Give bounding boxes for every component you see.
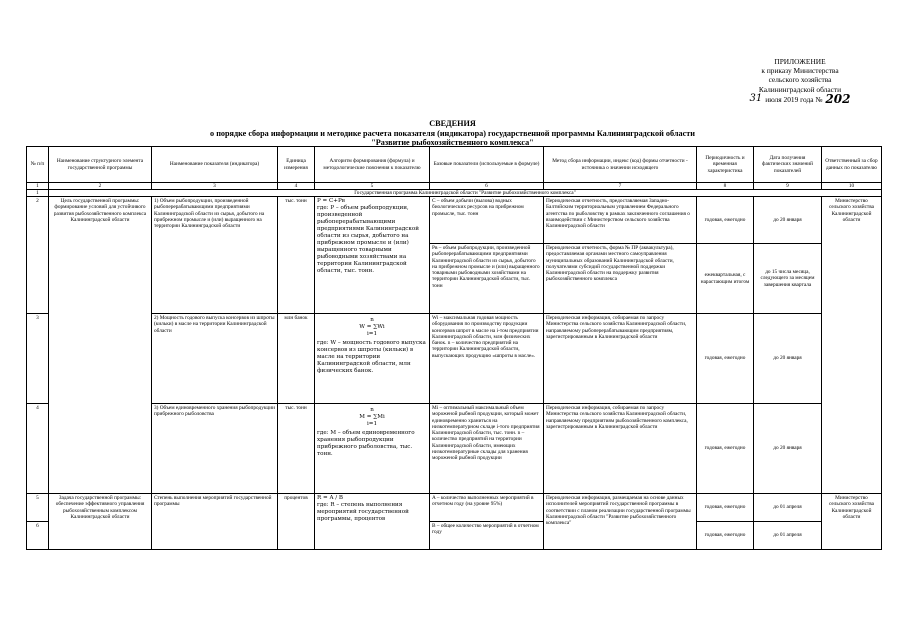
title-line-2: о порядке сбора информации и методике расчета показателя (индикатора) государственной программы Калининградской области — [210, 128, 695, 138]
unit: тыс. тонн — [278, 404, 315, 494]
base-indicator: Mi – оптимальный максимальный объем мороженой рыбной продукции, который может единовременно храниться на низкотемпературном складе i-того предприятия Калининградской области, тыс. тонн. n – количество предприятий на территории Калининградской области, имеющих низкотемпературные склады для хранения мороженой рыбной продукции — [430, 404, 544, 494]
structural-element: Задача государственной программы: обеспечение эффективного управления рыбохозяйственным комплексом Калининградской области — [49, 494, 152, 550]
responsible: Министерство сельского хозяйства Калининградской области — [822, 197, 882, 494]
column-number: 10 — [822, 183, 882, 190]
collection-method: Периодическая отчетность, форма № ПР (аквакультура), предоставляемая органами местного самоуправления муниципальных образований Калининградской области, получателями субсидий государственной поддержки Калининградской области на поддержку развития рыбохозяйственного комплекса — [544, 244, 697, 314]
collection-method: Периодическая информация, собираемая по запросу Министерства сельского хозяйства Калининградской области, направляемому рыбоперерабатывающим предприятиям, зарегистрированным в Калининградской области — [544, 314, 697, 404]
header-cell: Периодичность и временная характеристика — [697, 147, 754, 183]
formula: P = C+Pв — [317, 198, 345, 204]
section-title: Государственная программа Калининградской области "Развитие рыбохозяйственного комплекса" — [49, 190, 882, 197]
formula-cell — [315, 404, 430, 494]
date-received: до 01 апреля — [754, 522, 822, 550]
column-number: 8 — [697, 183, 754, 190]
header-cell: Метод сбора информации, индекс (код) формы отчетности - источника о значении исходящего — [544, 147, 697, 183]
date-received: до 20 января — [754, 197, 822, 244]
document-title — [0, 119, 905, 148]
date-received: до 01 апреля — [754, 494, 822, 522]
formula-cell — [315, 197, 430, 314]
formula: R = A / B — [317, 495, 344, 501]
row-number: 3 — [27, 314, 49, 404]
appendix-line: сельского хозяйства — [768, 75, 832, 85]
responsible: Министерство сельского хозяйства Калининградской области — [822, 494, 882, 550]
formula-upper-limit: n — [370, 407, 374, 413]
formula-cell — [315, 494, 430, 550]
unit: процентов — [278, 494, 315, 550]
indicator-name: Степень выполнения мероприятий государственной программы — [152, 494, 278, 550]
handwritten-order-number: 202 — [825, 91, 851, 106]
periodicity: ежеквартальная, с нарастающим итогом — [697, 244, 754, 314]
column-number: 7 — [544, 183, 697, 190]
order-date-text: июля 2019 года № — [765, 94, 823, 104]
order-date-line — [735, 91, 865, 106]
periodicity: годовая, ежегодно — [697, 197, 754, 244]
table-row — [27, 197, 882, 244]
indicator-name: 1) Объем рыбопродукции, произведенной рыбоперерабатывающими предприятиями Калининградской области из сырья, добытого на прибрежном промысле и (или) выращенного на территории Калининградской области — [152, 197, 278, 314]
row-number: 2 — [27, 197, 49, 314]
formula-description: где: M – объем единовременного хранения рыбопродукции прибрежного рыболовства, тыс. тонн. — [317, 430, 415, 457]
table-row — [27, 494, 882, 522]
date-received: до 15 числа месяца, следующего за месяцем завершения квартала — [754, 244, 822, 314]
row-number: 4 — [27, 404, 49, 494]
row-number: 5 — [27, 494, 49, 522]
table-row — [27, 314, 882, 404]
column-number: 2 — [49, 183, 152, 190]
handwritten-day: 31 — [749, 92, 763, 104]
formula — [317, 407, 427, 428]
appendix-line: Калининградской области — [758, 84, 842, 94]
date-received: до 20 января — [754, 404, 822, 494]
header-cell: Наименование структурного элемента государственной программы — [49, 147, 152, 183]
title-line-3: "Развитие рыбохозяйственного комплекса" — [371, 138, 534, 148]
indicators-table — [26, 146, 882, 550]
appendix-block — [735, 57, 865, 104]
appendix-line: ПРИЛОЖЕНИЕ — [774, 57, 826, 66]
row-number: 6 — [27, 522, 49, 550]
column-number: 1 — [27, 183, 49, 190]
section-row — [27, 190, 882, 197]
column-number: 6 — [430, 183, 544, 190]
indicator-name: 2) Мощность годового выпуска консервов из шпроты (кильки) в масле на территории Калининградской области — [152, 314, 278, 404]
base-indicator: C – объем добычи (вылова) водных биологических ресурсов на прибрежном промысле, тыс. тонн — [430, 197, 544, 244]
unit: тыс. тонн — [278, 197, 315, 314]
periodicity: годовая, ежегодно — [697, 404, 754, 494]
header-cell: Дата получения фактических значений показателей — [754, 147, 822, 183]
base-indicator: A – количество выполненных мероприятий в отчетном году (на уровне 95%) — [430, 494, 544, 522]
formula-description: где: R – степень выполнения мероприятий государственной программы, процентов — [317, 502, 409, 522]
periodicity: годовая, ежегодно — [697, 522, 754, 550]
title-line-1: СВЕДЕНИЯ — [429, 119, 476, 128]
collection-method: Периодическая отчетность, предоставляемая Западно-Балтийским территориальным управлением Федерального агентства по рыболовству в рамках заключенного соглашения о взаимодействии с Министерством сельского хозяйства Калининградской области — [544, 197, 697, 244]
formula-description: где: P – объем рыбопродукции, произведенной рыбоперерабатывающими предприятиями Калининградской области из сырья, добытого на прибрежном промысле и (или) выращенного товарными рыбоводными хозяйствами на территории Калининградской области, тыс. тонн. — [317, 205, 419, 274]
appendix-line: к приказу Министерства — [761, 66, 839, 76]
column-number: 4 — [278, 183, 315, 190]
base-indicator: Pв – объем рыбопродукции, произведенной рыбоперерабатывающими предприятиями Калининградской области из сырья, добытого на прибрежном промысле и (или) выращенного товарными рыбоводными хозяйствами на территории Калининградской области, тыс. тонн — [430, 244, 544, 314]
base-indicator: B – общее количество мероприятий в отчетном году — [430, 522, 544, 550]
periodicity: годовая, ежегодно — [697, 314, 754, 404]
column-number-row — [27, 183, 882, 190]
formula-main: W = ∑Wi — [359, 324, 385, 330]
formula-main: M = ∑Mi — [359, 414, 385, 420]
collection-method: Периодическая информация, собираемая по запросу Министерства сельского хозяйства Калининградской области, направляемому предприятиям рыбохозяйственного комплекса, зарегистрированным в Калининградской области — [544, 404, 697, 494]
formula-lower-limit: i=1 — [366, 421, 378, 427]
header-cell: Алгоритм формирования (формула) и методологические пояснения к показателю — [315, 147, 430, 183]
column-number: 9 — [754, 183, 822, 190]
column-number: 3 — [152, 183, 278, 190]
structural-element: Цель государственной программы: формирование условий для устойчивого развития рыбохозяйственного комплекса Калининградской области — [49, 197, 152, 494]
collection-method: Периодическая информация, размещаемая на основе данных исполнителей мероприятий государственной программы в соответствии с планом реализации государственной программы Калининградской области "Развитие рыбохозяйственного комплекса" — [544, 494, 697, 550]
formula-upper-limit: n — [370, 317, 374, 323]
formula-description: где: W – мощность годового выпуска консервов из шпроты (кильки) в масле на территории Калининградской области, млн физических банок. — [317, 340, 426, 374]
periodicity: годовая, ежегодно — [697, 494, 754, 522]
table-header-row — [27, 147, 882, 183]
base-indicator: Wi – максимальная годовая мощность оборудования по производству продукции консервов шпрот в масле на i-том предприятии Калининградской области, млн физических банок. n – количество предприятий на территории Калининградской области, выпускающих продукцию «шпроты в масле». — [430, 314, 544, 404]
date-received: до 20 января — [754, 314, 822, 404]
column-number: 5 — [315, 183, 430, 190]
unit: млн банок — [278, 314, 315, 404]
header-cell: Единица измерения — [278, 147, 315, 183]
header-cell: № п/п — [27, 147, 49, 183]
indicator-name: 3) Объем единовременного хранения рыбопродукции прибрежного рыболовства — [152, 404, 278, 494]
formula-cell — [315, 314, 430, 404]
formula-lower-limit: i=1 — [366, 331, 378, 337]
formula — [317, 317, 427, 338]
section-number: 1 — [27, 190, 49, 197]
header-cell: Базовые показатели (используемые в формуле) — [430, 147, 544, 183]
header-cell: Ответственный за сбор данных по показателю — [822, 147, 882, 183]
header-cell: Наименование показателя (индикатора) — [152, 147, 278, 183]
table-row — [27, 404, 882, 494]
